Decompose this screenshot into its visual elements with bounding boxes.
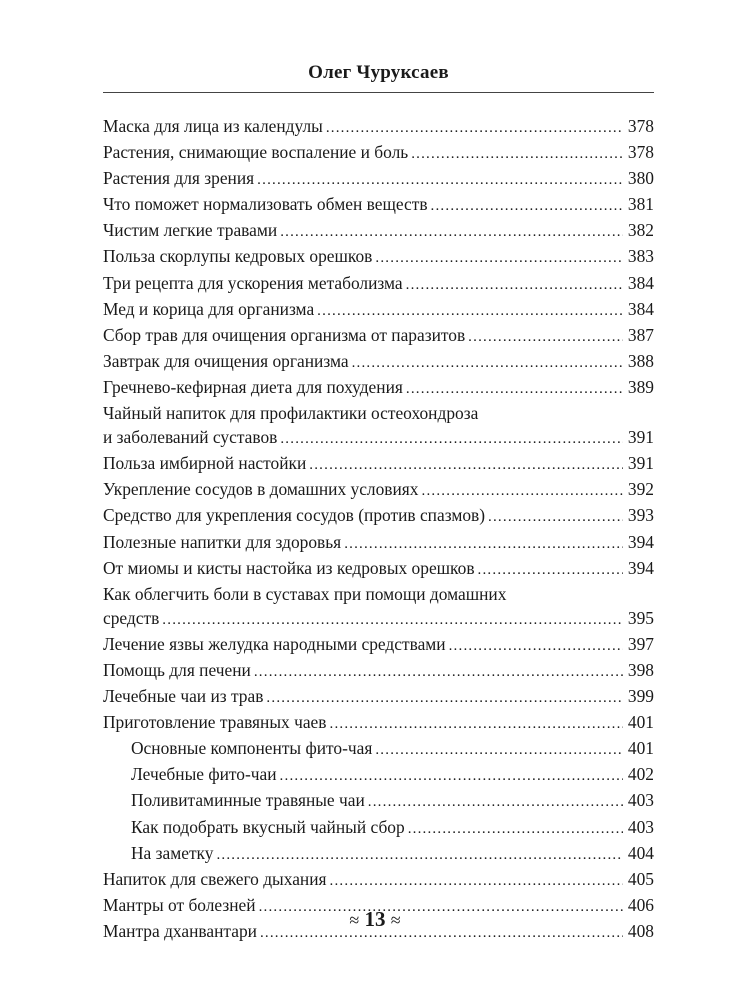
footer-wave-right: ≈ xyxy=(390,910,401,930)
toc-entry-page: 398 xyxy=(627,659,654,680)
toc-entry-page: 384 xyxy=(627,272,654,293)
toc-entry xyxy=(103,244,654,270)
toc-entry-title: Растения для зрения xyxy=(103,168,255,189)
dot-leader xyxy=(422,479,623,503)
toc-entry-title: Средство для укрепления сосудов (против спазмов) xyxy=(103,505,486,526)
toc-entry-page: 394 xyxy=(627,531,654,552)
dot-leader xyxy=(266,686,622,710)
toc-entry-title: Польза имбирной настойки xyxy=(103,453,307,474)
dot-leader xyxy=(257,168,623,192)
dot-leader xyxy=(330,869,623,893)
toc-entry-title: Сбор трав для очищения организма от паразитов xyxy=(103,324,466,345)
toc-entry xyxy=(103,425,654,451)
toc-subentry xyxy=(103,736,654,762)
toc-entry xyxy=(103,323,654,349)
toc-entry xyxy=(103,218,654,244)
header-divider xyxy=(103,92,654,93)
toc-entry-title-line: Чайный напиток для профилактики остеохондроза xyxy=(103,403,479,424)
toc-entry xyxy=(103,140,654,166)
dot-leader xyxy=(326,116,623,140)
dot-leader xyxy=(352,351,623,375)
toc-entry-page: 403 xyxy=(627,790,654,811)
toc-entry-title-line: Как облегчить боли в суставах при помощи домашних xyxy=(103,583,507,604)
dot-leader xyxy=(216,843,622,867)
toc-entry-title: Укрепление сосудов в домашних условиях xyxy=(103,479,419,500)
toc-entry xyxy=(103,658,654,684)
toc-entry-page: 378 xyxy=(627,142,654,163)
toc-entry-title: Гречнево-кефирная диета для похудения xyxy=(103,376,403,397)
running-header-author: Олег Чуруксаев xyxy=(308,62,449,83)
toc-entry xyxy=(103,166,654,192)
dot-leader xyxy=(280,764,623,788)
toc-entry xyxy=(103,867,654,893)
dot-leader xyxy=(406,377,623,401)
toc-entry-title: Как подобрать вкусный чайный сбор xyxy=(131,816,405,837)
toc-entry xyxy=(103,684,654,710)
toc-entry xyxy=(103,451,654,477)
dot-leader xyxy=(280,220,623,244)
toc-entry xyxy=(103,192,654,218)
toc-entry-page: 392 xyxy=(627,479,654,500)
toc-subentry xyxy=(103,841,654,867)
dot-leader xyxy=(368,790,623,814)
dot-leader xyxy=(375,738,623,762)
toc-entry-page: 383 xyxy=(627,246,654,267)
toc-entry xyxy=(103,271,654,297)
toc-entry-title: Приготовление травяных чаев xyxy=(103,712,327,733)
toc-entry xyxy=(103,477,654,503)
toc-entry xyxy=(103,114,654,140)
toc-entry-title: Напиток для свежего дыхания xyxy=(103,868,327,889)
toc-entry-page: 391 xyxy=(627,427,654,448)
dot-leader xyxy=(344,532,623,556)
toc-entry-page: 402 xyxy=(627,764,654,785)
toc-entry-title: От миомы и кисты настойка из кедровых орешков xyxy=(103,557,475,578)
dot-leader xyxy=(309,453,623,477)
dot-leader xyxy=(254,660,623,684)
toc-entry-page: 387 xyxy=(627,324,654,345)
dot-leader xyxy=(449,634,623,658)
toc-entry-page: 405 xyxy=(627,868,654,889)
toc-entry xyxy=(103,606,654,632)
dot-leader xyxy=(411,142,623,166)
toc-entry-page: 391 xyxy=(627,453,654,474)
toc-entry-title: Чистим легкие травами xyxy=(103,220,278,241)
toc-entry-page: 395 xyxy=(627,607,654,628)
dot-leader xyxy=(280,427,623,451)
toc-entry-page: 399 xyxy=(627,686,654,707)
toc-entry-title: Маска для лица из календулы xyxy=(103,116,323,136)
toc-entry-title: Мантра дханвантари xyxy=(103,920,257,941)
toc-entry-title: Основные компоненты фито-чая xyxy=(131,738,373,759)
toc-entry-title: Помощь для печени xyxy=(103,659,251,680)
table-of-contents xyxy=(103,114,654,945)
toc-entry-page: 408 xyxy=(627,920,654,941)
toc-entry xyxy=(103,556,654,582)
toc-entry-title: и заболеваний суставов xyxy=(103,427,278,448)
toc-entry-title: средств xyxy=(103,607,160,628)
toc-entry-page: 388 xyxy=(627,350,654,371)
toc-entry-page: 401 xyxy=(627,738,654,759)
toc-entry-page: 389 xyxy=(627,376,654,397)
toc-entry-page: 393 xyxy=(627,505,654,526)
toc-entry xyxy=(103,503,654,529)
toc-entry xyxy=(103,530,654,556)
toc-entry-page: 401 xyxy=(627,712,654,733)
toc-entry-title: На заметку xyxy=(131,842,214,863)
toc-entry-page: 394 xyxy=(627,557,654,578)
dot-leader xyxy=(406,273,623,297)
toc-subentry xyxy=(103,788,654,814)
toc-entry-title: Лечебные фито-чаи xyxy=(131,764,277,785)
toc-entry-title: Полезные напитки для здоровья xyxy=(103,531,342,552)
toc-entry xyxy=(103,632,654,658)
toc-entry-title: Поливитаминные травяные чаи xyxy=(131,790,365,811)
toc-entry-page: 378 xyxy=(627,116,654,136)
footer-wave-left: ≈ xyxy=(349,910,360,930)
dot-leader xyxy=(478,558,623,582)
toc-entry-title: Мед и корица для организма xyxy=(103,298,315,319)
toc-entry-title: Польза скорлупы кедровых орешков xyxy=(103,246,373,267)
dot-leader xyxy=(408,817,623,841)
dot-leader xyxy=(488,505,623,529)
page-number: 13 xyxy=(364,907,386,931)
toc-entry-title: Что поможет нормализовать обмен веществ xyxy=(103,194,428,215)
toc-entry-page: 382 xyxy=(627,220,654,241)
toc-entry-page: 381 xyxy=(627,194,654,215)
toc-entry-title: Завтрак для очищения организма xyxy=(103,350,349,371)
toc-entry-page: 403 xyxy=(627,816,654,837)
toc-entry xyxy=(103,297,654,323)
toc-entry xyxy=(103,710,654,736)
dot-leader xyxy=(468,325,623,349)
toc-entry-title: Растения, снимающие воспаление и боль xyxy=(103,142,409,163)
toc-entry-title: Лечение язвы желудка народными средствами xyxy=(103,633,446,654)
dot-leader xyxy=(317,299,623,323)
toc-entry-title: Мантры от болезней xyxy=(103,894,256,915)
toc-entry xyxy=(103,349,654,375)
toc-entry-page: 397 xyxy=(627,633,654,654)
dot-leader xyxy=(330,712,623,736)
toc-subentry xyxy=(103,815,654,841)
toc-entry xyxy=(103,375,654,401)
dot-leader xyxy=(162,608,623,632)
dot-leader xyxy=(431,194,623,218)
dot-leader xyxy=(375,246,623,270)
page-footer xyxy=(0,907,750,932)
toc-entry-page: 380 xyxy=(627,168,654,189)
toc-entry-page: 406 xyxy=(627,894,654,915)
toc-entry-title: Лечебные чаи из трав xyxy=(103,686,264,707)
toc-entry-title: Три рецепта для ускорения метаболизма xyxy=(103,272,403,293)
toc-entry-page: 384 xyxy=(627,298,654,319)
toc-entry-page: 404 xyxy=(627,842,654,863)
toc-subentry xyxy=(103,762,654,788)
